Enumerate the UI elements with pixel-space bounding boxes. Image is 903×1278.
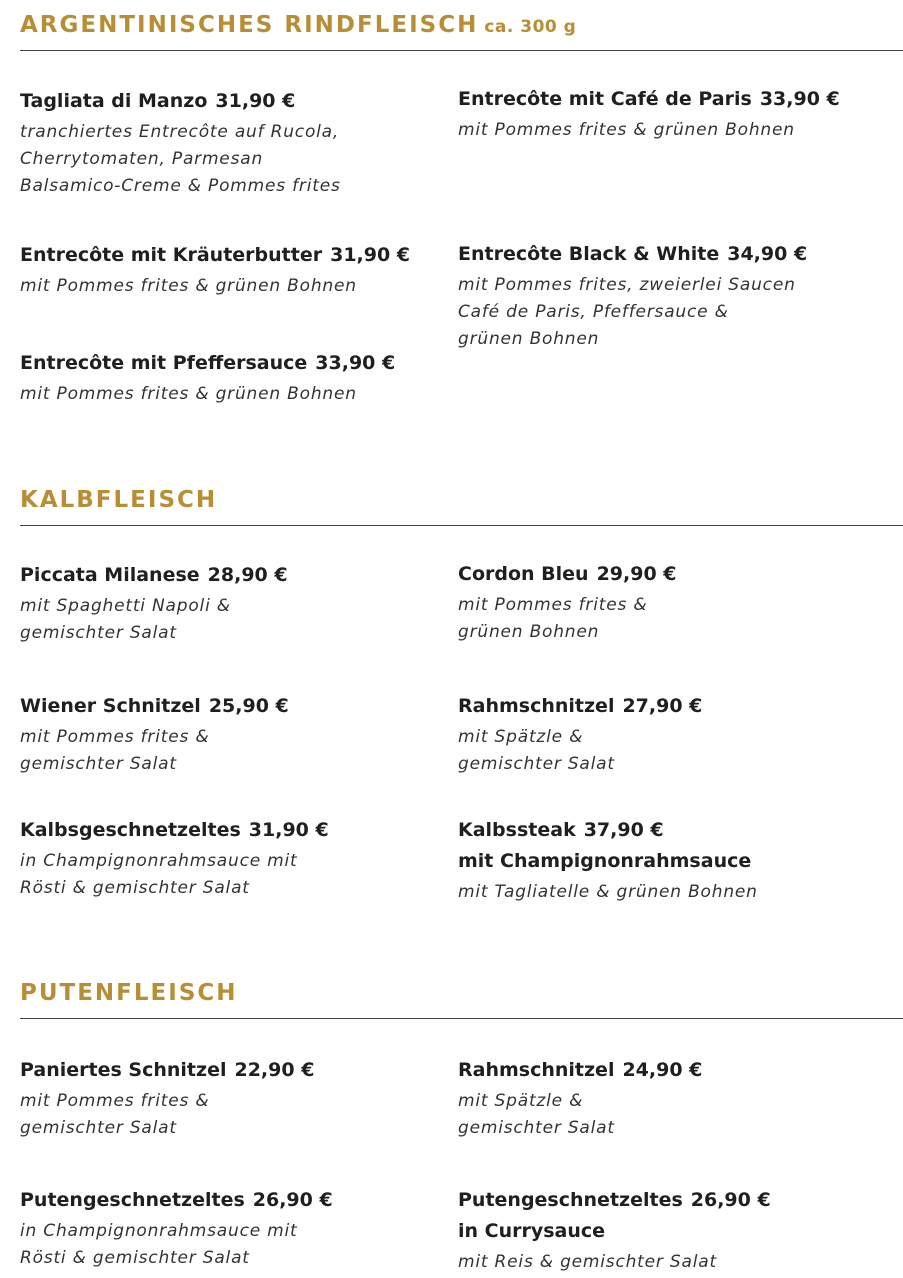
item-description: mit Reis & gemischter Salat	[458, 1252, 717, 1272]
item-price: 26,90 €	[690, 1189, 771, 1211]
item-description: mit Pommes frites & gemischter Salat	[20, 1091, 210, 1138]
section-title-text: PUTENFLEISCH	[20, 980, 238, 1006]
menu-item-paniertes-schnitzel	[20, 1055, 440, 1142]
item-price: 27,90 €	[622, 695, 703, 717]
menu-item-entrecote-kraeuterbutter	[20, 240, 440, 300]
section-title-text: ARGENTINISCHES RINDFLEISCH	[20, 12, 479, 38]
item-description: mit Spätzle & gemischter Salat	[458, 1091, 615, 1138]
item-name: Entrecôte mit Pfeffersauce 33,90 €	[20, 352, 396, 374]
item-description: mit Pommes frites & grünen Bohnen	[20, 276, 357, 296]
item-description: mit Pommes frites & grünen Bohnen	[20, 384, 357, 404]
item-name: Entrecôte mit Kräuterbutter 31,90 €	[20, 244, 411, 266]
item-description: in Champignonrahmsauce mit Rösti & gemischter Salat	[20, 1221, 298, 1268]
item-price: 37,90 €	[583, 819, 664, 841]
item-name: Rahmschnitzel 24,90 €	[458, 1059, 703, 1081]
menu-item-wiener-schnitzel	[20, 691, 440, 778]
item-description: mit Pommes frites & grünen Bohnen	[458, 595, 648, 642]
menu-item-entrecote-black-white	[458, 239, 878, 353]
item-price: 29,90 €	[596, 563, 677, 585]
item-name-line2: mit Champignonrahmsauce	[458, 850, 752, 872]
item-price: 33,90 €	[315, 352, 396, 374]
menu-item-cordon-bleu	[458, 559, 878, 646]
item-name: Putengeschnetzeltes 26,90 €	[458, 1189, 771, 1211]
item-name: Cordon Bleu 29,90 €	[458, 563, 677, 585]
section-divider	[20, 50, 903, 51]
item-description: mit Pommes frites & gemischter Salat	[20, 727, 210, 774]
item-name: Putengeschnetzeltes 26,90 €	[20, 1189, 333, 1211]
item-name: Tagliata di Manzo 31,90 €	[20, 90, 296, 112]
menu-item-putengeschnetzeltes-champignon	[20, 1185, 440, 1272]
item-name: Kalbssteak 37,90 €	[458, 819, 664, 841]
item-price: 22,90 €	[234, 1059, 315, 1081]
section-title-rindfleisch	[20, 12, 576, 38]
item-name: Rahmschnitzel 27,90 €	[458, 695, 703, 717]
item-name: Paniertes Schnitzel 22,90 €	[20, 1059, 315, 1081]
item-name: Entrecôte Black & White 34,90 €	[458, 243, 808, 265]
item-price: 28,90 €	[207, 564, 288, 586]
section-title-text: KALBFLEISCH	[20, 487, 218, 513]
item-price: 34,90 €	[727, 243, 808, 265]
item-name-line2: in Currysauce	[458, 1220, 606, 1242]
item-price: 31,90 €	[248, 819, 329, 841]
item-name: Piccata Milanese 28,90 €	[20, 564, 288, 586]
item-price: 31,90 €	[215, 90, 296, 112]
section-subtitle: ca. 300 g	[484, 17, 577, 37]
item-description: mit Tagliatelle & grünen Bohnen	[458, 882, 758, 902]
item-name: Kalbsgeschnetzeltes 31,90 €	[20, 819, 329, 841]
item-price: 33,90 €	[759, 88, 840, 110]
item-price: 31,90 €	[330, 244, 411, 266]
item-price: 26,90 €	[252, 1189, 333, 1211]
section-title-kalbfleisch	[20, 487, 217, 513]
item-description: mit Spätzle & gemischter Salat	[458, 727, 615, 774]
menu-item-entrecote-cafe-de-paris	[458, 84, 878, 144]
item-description: tranchiertes Entrecôte auf Rucola, Cherrytomaten, Parmesan Balsamico-Creme & Pommes frites	[20, 122, 341, 196]
section-divider	[20, 525, 903, 526]
item-name: Wiener Schnitzel 25,90 €	[20, 695, 289, 717]
menu-item-putengeschnetzeltes-curry	[458, 1185, 878, 1276]
item-price: 25,90 €	[208, 695, 289, 717]
section-divider	[20, 1018, 903, 1019]
item-description: mit Pommes frites, zweierlei Saucen Café de Paris, Pfeffersauce & grünen Bohnen	[458, 275, 796, 349]
menu-item-kalbsgeschnetzeltes	[20, 815, 440, 902]
item-description: mit Spaghetti Napoli & gemischter Salat	[20, 596, 231, 643]
menu-item-entrecote-pfeffersauce	[20, 348, 440, 408]
menu-item-tagliata	[20, 86, 440, 200]
menu-item-rahmschnitzel-pute	[458, 1055, 878, 1142]
menu-item-piccata-milanese	[20, 560, 440, 647]
menu-item-rahmschnitzel-kalb	[458, 691, 878, 778]
item-description: mit Pommes frites & grünen Bohnen	[458, 120, 795, 140]
item-price: 24,90 €	[622, 1059, 703, 1081]
item-description: in Champignonrahmsauce mit Rösti & gemischter Salat	[20, 851, 298, 898]
section-title-putenfleisch	[20, 980, 238, 1006]
item-name: Entrecôte mit Café de Paris 33,90 €	[458, 88, 840, 110]
menu-item-kalbssteak	[458, 815, 878, 906]
